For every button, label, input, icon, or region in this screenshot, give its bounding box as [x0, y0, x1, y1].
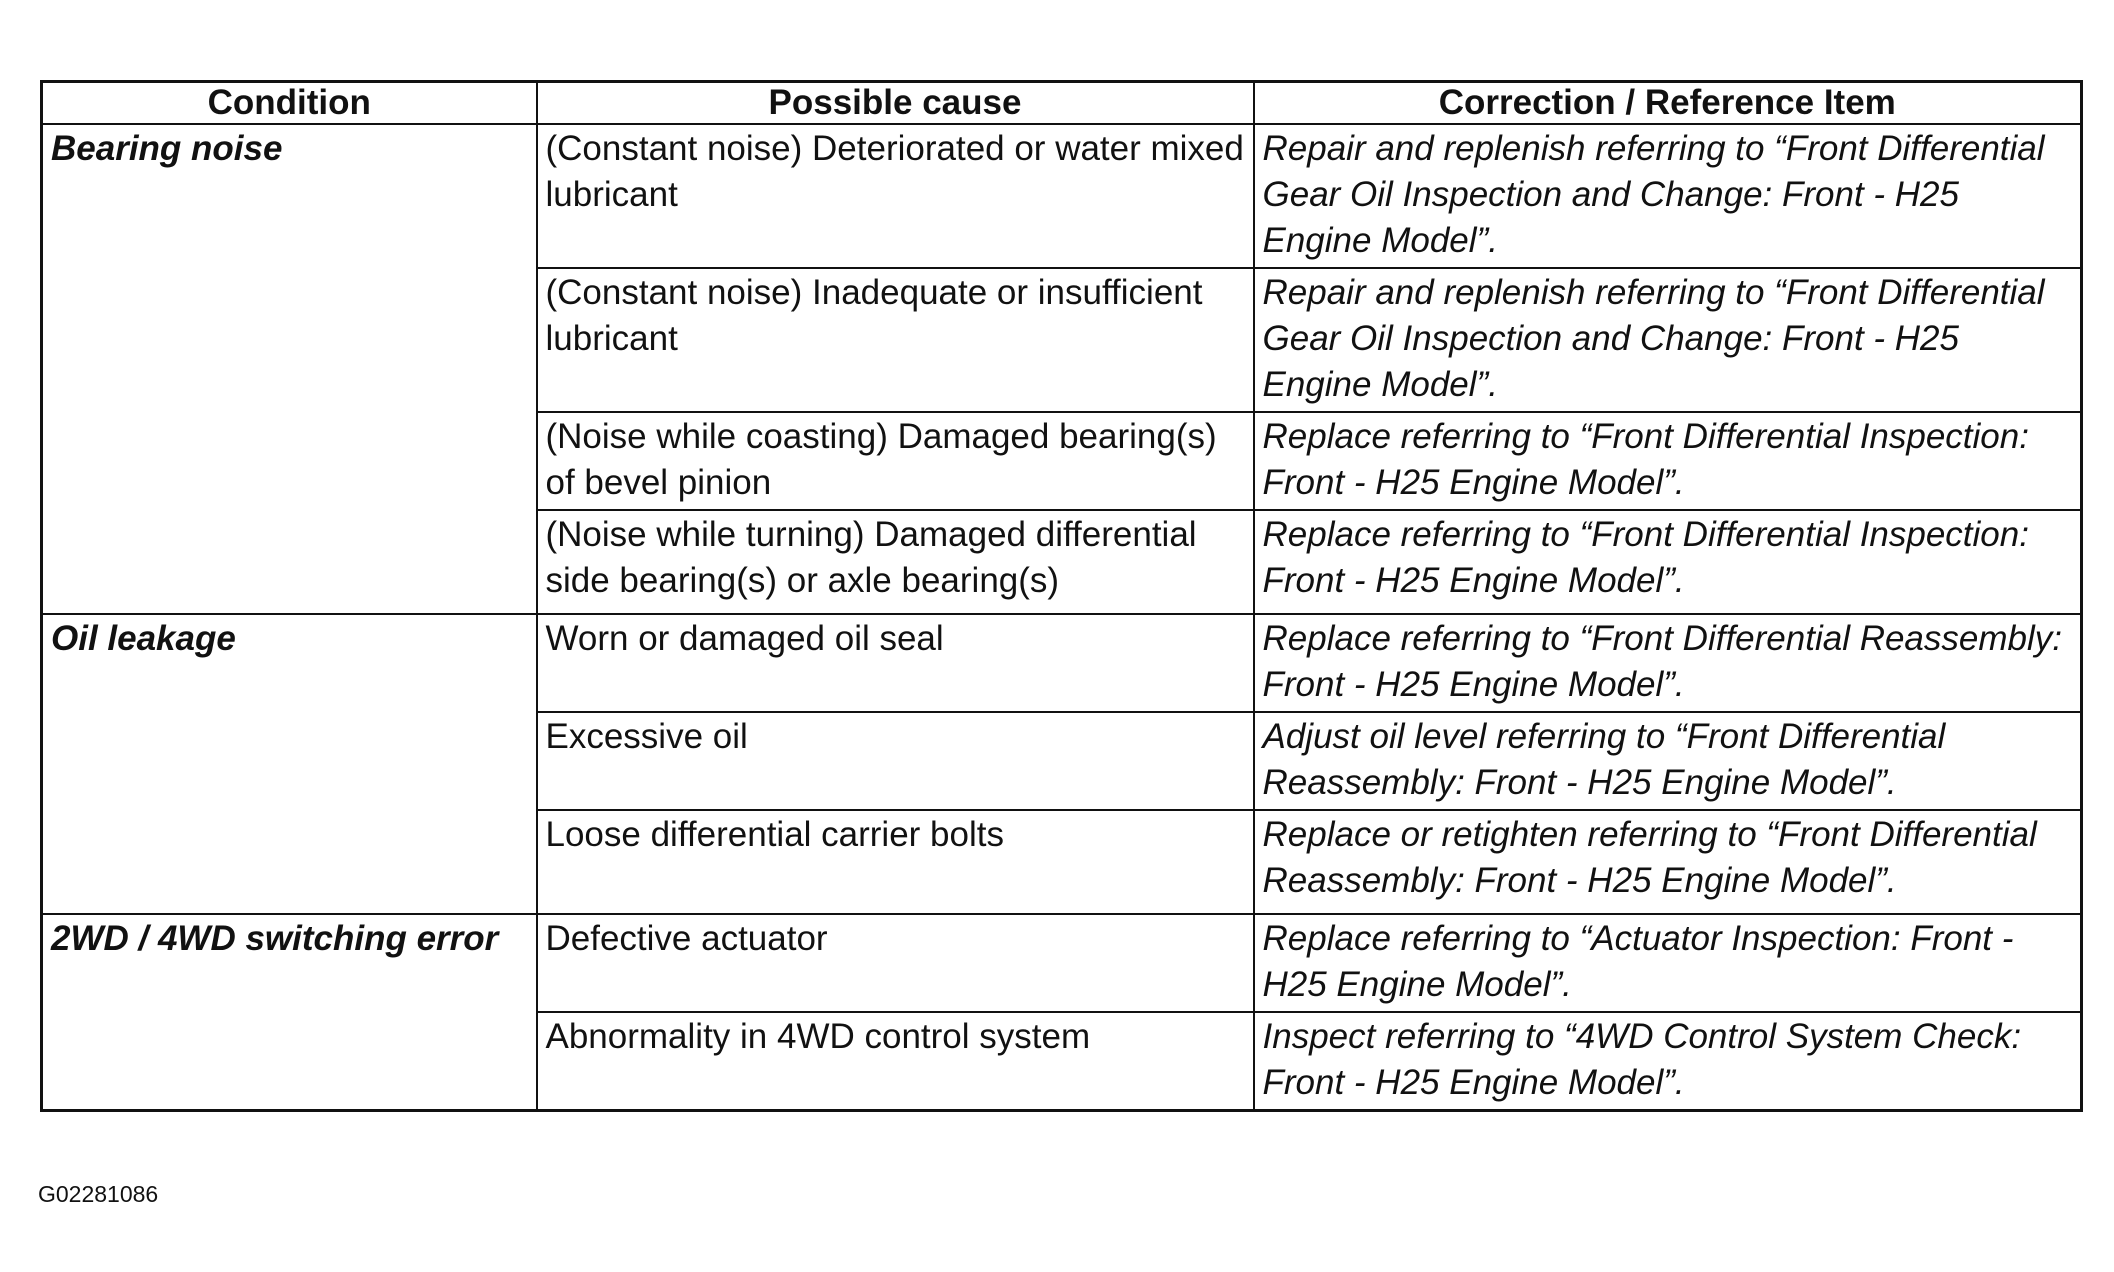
- correction-cell: Inspect referring to “4WD Control System Check: Front - H25 Engine Model”.: [1254, 1012, 2082, 1111]
- cause-cell: Defective actuator: [537, 914, 1254, 1012]
- cause-cell: (Noise while coasting) Damaged bearing(s) of bevel pinion: [537, 412, 1254, 510]
- cause-cell: Worn or damaged oil seal: [537, 614, 1254, 712]
- table-row: [42, 124, 2082, 268]
- condition-cell: 2WD / 4WD switching error: [42, 914, 537, 1111]
- condition-cell: Bearing noise: [42, 124, 537, 614]
- header-condition: Condition: [42, 82, 537, 125]
- correction-cell: Adjust oil level referring to “Front Differential Reassembly: Front - H25 Engine Model”.: [1254, 712, 2082, 810]
- figure-id: G02281086: [38, 1181, 159, 1207]
- condition-cell: Oil leakage: [42, 614, 537, 914]
- troubleshooting-table: [40, 80, 2083, 1112]
- table-row: [42, 914, 2082, 1012]
- correction-cell: Repair and replenish referring to “Front Differential Gear Oil Inspection and Change: Front - H25 Engine Model”.: [1254, 268, 2082, 412]
- cause-cell: Abnormality in 4WD control system: [537, 1012, 1254, 1111]
- cause-cell: (Constant noise) Deteriorated or water mixed lubricant: [537, 124, 1254, 268]
- cause-cell: Excessive oil: [537, 712, 1254, 810]
- header-possible-cause: Possible cause: [537, 82, 1254, 125]
- correction-cell: Repair and replenish referring to “Front Differential Gear Oil Inspection and Change: Front - H25 Engine Model”.: [1254, 124, 2082, 268]
- table-row: [42, 614, 2082, 712]
- cause-cell: (Noise while turning) Damaged differential side bearing(s) or axle bearing(s): [537, 510, 1254, 614]
- cause-cell: Loose differential carrier bolts: [537, 810, 1254, 914]
- correction-cell: Replace or retighten referring to “Front Differential Reassembly: Front - H25 Engine Model”.: [1254, 810, 2082, 914]
- correction-cell: Replace referring to “Front Differential Reassembly: Front - H25 Engine Model”.: [1254, 614, 2082, 712]
- header-correction: Correction / Reference Item: [1254, 82, 2082, 125]
- cause-cell: (Constant noise) Inadequate or insufficient lubricant: [537, 268, 1254, 412]
- header-row: [42, 82, 2082, 125]
- correction-cell: Replace referring to “Front Differential Inspection: Front - H25 Engine Model”.: [1254, 412, 2082, 510]
- correction-cell: Replace referring to “Front Differential Inspection: Front - H25 Engine Model”.: [1254, 510, 2082, 614]
- correction-cell: Replace referring to “Actuator Inspection: Front - H25 Engine Model”.: [1254, 914, 2082, 1012]
